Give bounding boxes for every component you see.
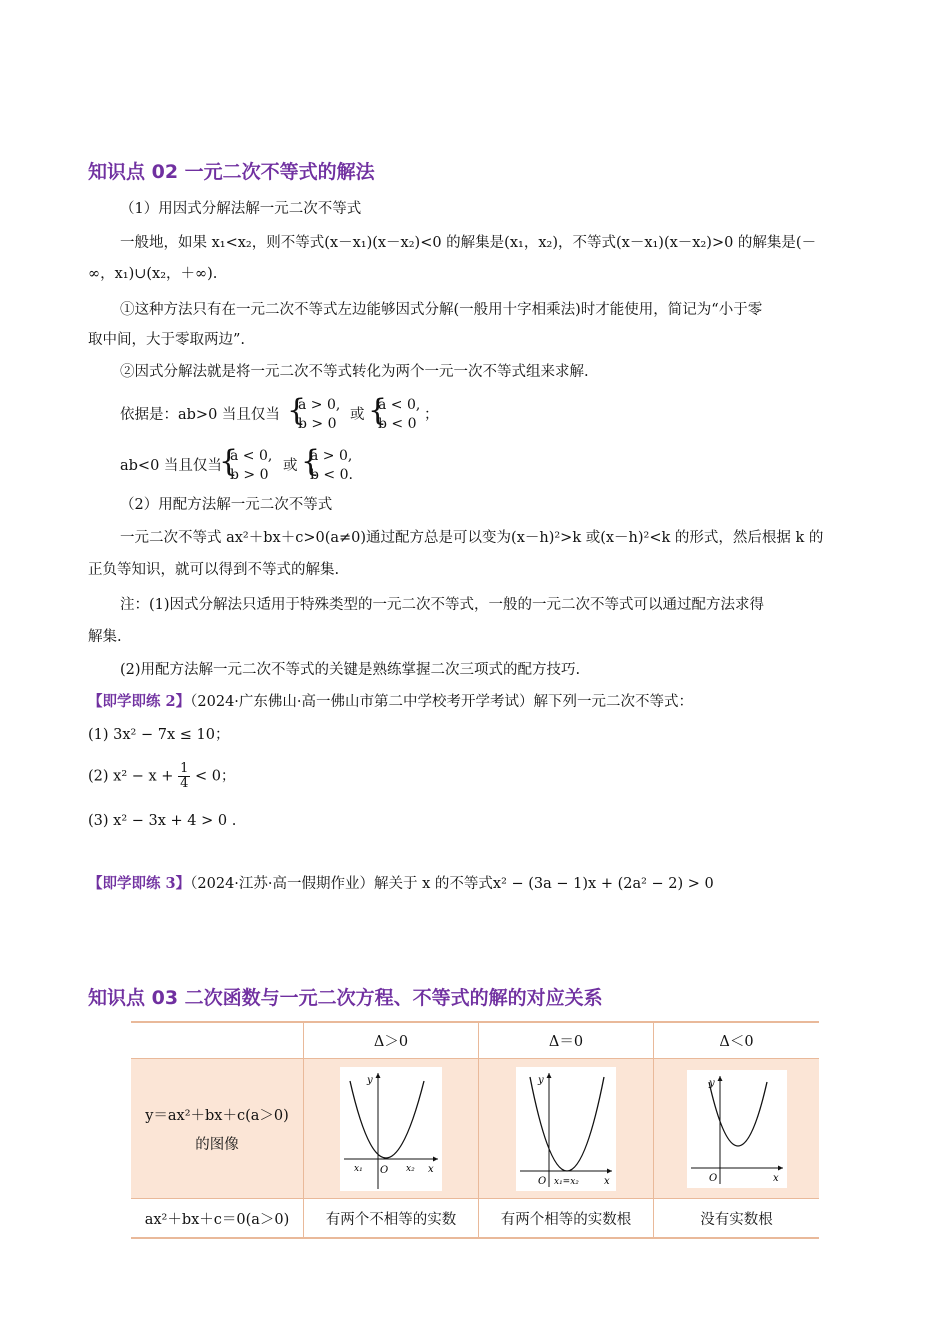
practice-2 [88, 692, 693, 712]
system-line: b > 0 [230, 467, 269, 483]
origin-label: O [708, 1172, 717, 1184]
table-header: Δ＝0 [479, 1022, 654, 1059]
fraction [178, 762, 190, 791]
practice-tag: 【即学即练 3】 [88, 875, 191, 892]
practice-text: （2024·广东佛山·高一佛山市第二中学校考开学考试）解下列一元二次不等式： [190, 694, 694, 710]
system-line: b < 0 [378, 416, 417, 432]
problem-item-1: (1) 3x² − 7x ≤ 10； [88, 727, 230, 743]
practice-formula: x² − (3a − 1)x + (2a² − 2) > 0 [492, 876, 714, 892]
parabola-no-root-graph [687, 1070, 787, 1188]
brace-icon: { [219, 444, 239, 479]
note-line: 注：(1)因式分解法只适用于特殊类型的一元二次不等式，一般的一元二次不等式可以通过配方法求得 [120, 597, 765, 613]
or-text: 或 [350, 407, 365, 423]
row-label-equation: ax²＋bx＋c＝0(a＞0) [131, 1199, 304, 1239]
paragraph-line: 正负等知识，就可以得到不等式的解集. [88, 562, 340, 578]
x-axis-label: x [604, 1175, 610, 1187]
root-label: x₁ [354, 1163, 363, 1174]
row-label-graph [131, 1059, 304, 1199]
note-line: 取中间，大于零取两边”. [88, 332, 246, 348]
correspondence-table [131, 1021, 819, 1239]
table-header-empty [131, 1022, 304, 1059]
basis-prefix: 依据是：ab>0 当且仅当 [120, 407, 280, 423]
root-label: x₂ [406, 1163, 415, 1174]
graph-cell [654, 1059, 820, 1199]
semicolon: ； [424, 407, 439, 423]
y-axis-label: y [538, 1074, 544, 1086]
system-line: a < 0, [230, 448, 273, 464]
fraction-denominator: 4 [180, 776, 189, 791]
system-line: a > 0, [310, 448, 353, 464]
paragraph-line: 一元二次不等式 ax²＋bx＋c>0(a≠0)通过配方总是可以变为(x－h)²>k 或(x－h)²<k 的形式，然后根据 k 的 [120, 530, 824, 546]
paragraph-line: 一般地，如果 x₁<x₂，则不等式(x－x₁)(x－x₂)<0 的解集是(x₁，x₂)，不等式(x－x₁)(x－x₂)>0 的解集是(－ [120, 235, 817, 251]
y-axis-label: y [367, 1074, 373, 1086]
double-root-label: x₁=x₂ [554, 1176, 579, 1187]
table-cell: 有两个相等的实数根 [479, 1199, 654, 1239]
practice-3 [88, 874, 714, 894]
subheading-completing-square: （2）用配方法解一元二次不等式 [120, 497, 333, 513]
note-line: (2)用配方法解一元二次不等式的关键是熟练掌握二次三项式的配方技巧. [120, 662, 581, 678]
table-header: Δ＞0 [304, 1022, 479, 1059]
subheading-factoring: （1）用因式分解法解一元二次不等式 [120, 201, 362, 217]
graph-cell [304, 1059, 479, 1199]
brace-icon: { [368, 393, 388, 428]
origin-label: O [380, 1164, 389, 1176]
table-cell: 没有实数根 [654, 1199, 820, 1239]
origin-label: O [538, 1175, 547, 1187]
item2-suffix: < 0； [194, 768, 236, 785]
problem-item-2 [88, 762, 235, 791]
practice-text: （2024·江苏·高一假期作业）解关于 x 的不等式 [190, 876, 493, 892]
brace-icon: { [301, 444, 321, 479]
section-title-02: 知识点 02 一元二次不等式的解法 [88, 161, 375, 183]
y-axis-label: y [708, 1077, 715, 1089]
table-header: Δ＜0 [654, 1022, 820, 1059]
table-cell: 有两个不相等的实数 [304, 1199, 479, 1239]
note-line: ①这种方法只有在一元二次不等式左边能够因式分解(一般用十字相乘法)时才能使用，简记为“小于零 [120, 302, 763, 318]
system-line: a > 0, [298, 397, 341, 413]
note-line: 解集. [88, 629, 122, 645]
system-line: a < 0, [378, 397, 421, 413]
brace-icon: { [287, 393, 307, 428]
parabola-one-root-graph [516, 1067, 616, 1191]
item2-prefix: (2) x² − x + [88, 768, 174, 785]
system-line: b < 0. [310, 467, 353, 483]
graph-cell [479, 1059, 654, 1199]
problem-item-3: (3) x² − 3x + 4 > 0 . [88, 813, 237, 829]
system-line: b > 0 [298, 416, 337, 432]
x-axis-label: x [772, 1172, 779, 1184]
note-line: ②因式分解法就是将一元二次不等式转化为两个一元一次不等式组来求解. [120, 364, 589, 380]
basis-prefix: ab<0 当且仅当 [120, 458, 222, 474]
x-axis-label: x [428, 1163, 434, 1175]
fraction-numerator: 1 [180, 761, 189, 776]
or-text: 或 [283, 458, 298, 474]
parabola-two-roots-graph [340, 1067, 442, 1191]
practice-tag: 【即学即练 2】 [88, 693, 191, 710]
section-title-03: 知识点 03 二次函数与一元二次方程、不等式的解的对应关系 [88, 987, 603, 1009]
row-label-line: 的图像 [195, 1136, 239, 1153]
paragraph-line: ∞，x₁)∪(x₂，＋∞). [88, 266, 218, 282]
row-label-line: y＝ax²＋bx＋c(a＞0) [145, 1107, 289, 1124]
